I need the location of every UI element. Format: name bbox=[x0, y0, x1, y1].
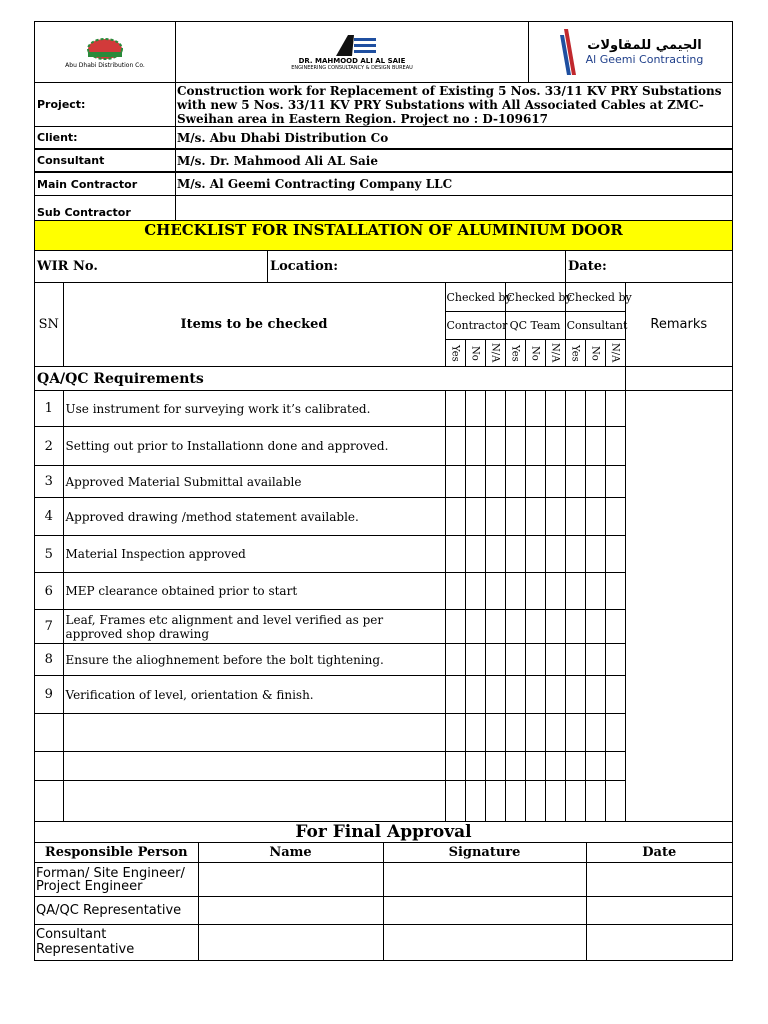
check-cell[interactable] bbox=[605, 573, 625, 610]
check-cell[interactable] bbox=[585, 752, 605, 781]
check-cell[interactable] bbox=[585, 573, 605, 610]
sub-contractor-row bbox=[35, 196, 732, 221]
party-contractor: Contractor bbox=[445, 312, 505, 340]
check-cell[interactable] bbox=[465, 466, 485, 498]
check-cell[interactable] bbox=[505, 610, 525, 644]
checked-by-consultant: Checked by bbox=[565, 283, 625, 312]
check-cell[interactable] bbox=[445, 610, 465, 644]
date-cell[interactable] bbox=[586, 863, 732, 897]
na-header: N/A bbox=[485, 340, 505, 367]
contractor-english-name: Al Geemi Contracting bbox=[585, 53, 704, 66]
consultant-label: Consultant bbox=[35, 150, 176, 171]
check-cell[interactable] bbox=[605, 391, 625, 427]
date-field[interactable]: Date: bbox=[568, 259, 607, 274]
check-cell[interactable] bbox=[545, 573, 565, 610]
check-cell[interactable] bbox=[565, 573, 585, 610]
section-remarks bbox=[625, 367, 732, 391]
check-cell[interactable] bbox=[505, 573, 525, 610]
name-cell[interactable] bbox=[198, 863, 383, 897]
sn-header: SN bbox=[35, 283, 63, 367]
check-cell[interactable] bbox=[445, 781, 465, 822]
addc-emblem-icon bbox=[85, 36, 125, 60]
check-cell[interactable] bbox=[525, 391, 545, 427]
remarks-cell[interactable] bbox=[625, 391, 732, 822]
check-cell[interactable] bbox=[525, 498, 545, 536]
check-cell[interactable] bbox=[445, 427, 465, 466]
check-cell[interactable] bbox=[565, 466, 585, 498]
check-cell[interactable] bbox=[605, 536, 625, 573]
item-sn: 4 bbox=[35, 498, 63, 536]
check-cell[interactable] bbox=[505, 781, 525, 822]
wir-row bbox=[35, 251, 732, 283]
item-sn: 5 bbox=[35, 536, 63, 573]
section-title: QA/QC Requirements bbox=[35, 367, 625, 391]
item-text: MEP clearance obtained prior to start bbox=[63, 573, 445, 610]
check-cell[interactable] bbox=[525, 676, 545, 714]
check-cell[interactable] bbox=[465, 610, 485, 644]
check-cell[interactable] bbox=[565, 498, 585, 536]
no-header: No bbox=[525, 340, 545, 367]
item-sn: 9 bbox=[35, 676, 63, 714]
check-cell[interactable] bbox=[585, 536, 605, 573]
client-label: Client: bbox=[35, 127, 176, 148]
check-cell[interactable] bbox=[505, 391, 525, 427]
project-row bbox=[35, 83, 732, 127]
final-row bbox=[35, 897, 732, 925]
item-sn bbox=[35, 714, 63, 752]
check-cell[interactable] bbox=[605, 781, 625, 822]
item-sn: 2 bbox=[35, 427, 63, 466]
check-cell[interactable] bbox=[525, 752, 545, 781]
check-cell[interactable] bbox=[605, 752, 625, 781]
check-cell[interactable] bbox=[485, 466, 505, 498]
yes-header: Yes bbox=[445, 340, 465, 367]
yes-header: Yes bbox=[505, 340, 525, 367]
na-header: N/A bbox=[545, 340, 565, 367]
item-sn: 3 bbox=[35, 466, 63, 498]
no-header: No bbox=[585, 340, 605, 367]
table-header-row1 bbox=[35, 283, 732, 312]
check-cell[interactable] bbox=[505, 752, 525, 781]
check-cell[interactable] bbox=[525, 781, 545, 822]
check-cell[interactable] bbox=[465, 427, 485, 466]
final-header-row bbox=[35, 843, 732, 863]
check-cell[interactable] bbox=[585, 466, 605, 498]
item-text: Setting out prior to Installationn done and approved. bbox=[63, 427, 445, 466]
party-qc-team: QC Team bbox=[505, 312, 565, 340]
item-text: Verification of level, orientation & finish. bbox=[63, 676, 445, 714]
sub-contractor-label: Sub Contractor bbox=[35, 196, 176, 220]
items-header: Items to be checked bbox=[63, 283, 445, 367]
check-cell[interactable] bbox=[565, 676, 585, 714]
item-sn: 7 bbox=[35, 610, 63, 644]
check-cell[interactable] bbox=[505, 676, 525, 714]
client-row bbox=[35, 127, 732, 150]
check-cell[interactable] bbox=[485, 573, 505, 610]
project-label: Project: bbox=[35, 83, 176, 126]
table-row bbox=[35, 391, 732, 427]
check-cell[interactable] bbox=[585, 676, 605, 714]
check-cell[interactable] bbox=[605, 714, 625, 752]
check-cell[interactable] bbox=[585, 610, 605, 644]
check-cell[interactable] bbox=[485, 610, 505, 644]
logo-header bbox=[35, 22, 732, 83]
check-cell[interactable] bbox=[565, 391, 585, 427]
item-sn: 8 bbox=[35, 644, 63, 676]
item-sn bbox=[35, 752, 63, 781]
check-cell[interactable] bbox=[465, 391, 485, 427]
signature-header: Signature bbox=[383, 843, 586, 863]
check-cell[interactable] bbox=[485, 714, 505, 752]
check-cell[interactable] bbox=[485, 676, 505, 714]
yes-header: Yes bbox=[565, 340, 585, 367]
consultant-value: M/s. Dr. Mahmood Ali AL Saie bbox=[177, 153, 378, 168]
check-cell[interactable] bbox=[545, 427, 565, 466]
check-cell[interactable] bbox=[545, 714, 565, 752]
check-cell[interactable] bbox=[605, 498, 625, 536]
check-cell[interactable] bbox=[525, 714, 545, 752]
check-cell[interactable] bbox=[585, 781, 605, 822]
check-cell[interactable] bbox=[565, 427, 585, 466]
responsible-forman: Forman/ Site Engineer/ Project Engineer bbox=[35, 863, 198, 897]
final-row bbox=[35, 925, 732, 960]
checked-by-contractor: Checked by bbox=[445, 283, 505, 312]
check-cell[interactable] bbox=[605, 644, 625, 676]
wir-no-field[interactable]: WIR No. bbox=[35, 251, 268, 282]
check-cell[interactable] bbox=[545, 536, 565, 573]
check-cell[interactable] bbox=[445, 536, 465, 573]
signature-cell[interactable] bbox=[383, 925, 586, 960]
check-cell[interactable] bbox=[445, 644, 465, 676]
no-header: No bbox=[465, 340, 485, 367]
section-row bbox=[35, 367, 732, 391]
check-cell[interactable] bbox=[605, 427, 625, 466]
check-cell[interactable] bbox=[485, 391, 505, 427]
item-sn: 6 bbox=[35, 573, 63, 610]
check-cell[interactable] bbox=[445, 714, 465, 752]
check-cell[interactable] bbox=[465, 676, 485, 714]
check-cell[interactable] bbox=[445, 752, 465, 781]
check-cell[interactable] bbox=[445, 466, 465, 498]
check-cell[interactable] bbox=[445, 676, 465, 714]
consultant-logo-line1: DR. MAHMOOD ALI AL SAIE bbox=[298, 57, 406, 65]
remarks-header: Remarks bbox=[625, 283, 732, 367]
check-cell[interactable] bbox=[445, 391, 465, 427]
addc-caption: Abu Dhabi Distribution Co. bbox=[65, 61, 145, 69]
contractor-logo bbox=[529, 22, 732, 82]
item-text: Use instrument for surveying work it’s calibrated. bbox=[63, 391, 445, 427]
check-cell[interactable] bbox=[565, 536, 585, 573]
check-cell[interactable] bbox=[565, 781, 585, 822]
check-cell[interactable] bbox=[465, 752, 485, 781]
date-header: Date bbox=[586, 843, 732, 863]
signature-cell[interactable] bbox=[383, 863, 586, 897]
name-cell[interactable] bbox=[198, 925, 383, 960]
check-cell[interactable] bbox=[585, 498, 605, 536]
project-value: Construction work for Replacement of Existing 5 Nos. 33/11 KV PRY Substations with new 5 Nos. 33/11 KV PRY Substations with All Associated Cables at ZMC- Sweihan area in Eastern Region. Project no : D-109617 bbox=[177, 83, 722, 126]
contractor-emblem-icon bbox=[558, 27, 580, 77]
check-cell[interactable] bbox=[465, 714, 485, 752]
check-cell[interactable] bbox=[485, 427, 505, 466]
check-cell[interactable] bbox=[565, 610, 585, 644]
check-cell[interactable] bbox=[485, 644, 505, 676]
check-cell[interactable] bbox=[525, 573, 545, 610]
consultant-emblem-icon bbox=[322, 33, 382, 57]
check-cell[interactable] bbox=[525, 644, 545, 676]
main-contractor-row bbox=[35, 173, 732, 196]
check-cell[interactable] bbox=[505, 498, 525, 536]
consultant-row bbox=[35, 150, 732, 173]
consultant-logo-line2: ENGINEERING CONSULTANCY & DESIGN BUREAU bbox=[291, 65, 413, 71]
check-cell[interactable] bbox=[585, 391, 605, 427]
check-cell[interactable] bbox=[585, 427, 605, 466]
check-cell[interactable] bbox=[605, 466, 625, 498]
check-cell[interactable] bbox=[445, 498, 465, 536]
signature-cell[interactable] bbox=[383, 897, 586, 925]
checklist-sheet bbox=[34, 21, 733, 961]
name-header: Name bbox=[198, 843, 383, 863]
check-cell[interactable] bbox=[525, 610, 545, 644]
check-cell[interactable] bbox=[585, 644, 605, 676]
check-cell[interactable] bbox=[525, 466, 545, 498]
item-text bbox=[63, 714, 445, 752]
responsible-consultant: Consultant Representative bbox=[35, 925, 198, 960]
check-cell[interactable] bbox=[485, 536, 505, 573]
main-contractor-value: M/s. Al Geemi Contracting Company LLC bbox=[177, 177, 453, 191]
check-cell[interactable] bbox=[545, 781, 565, 822]
check-cell[interactable] bbox=[545, 644, 565, 676]
addc-logo bbox=[35, 22, 176, 82]
item-text: Leaf, Frames etc alignment and level verified as per approved shop drawing bbox=[63, 610, 445, 644]
item-sn bbox=[35, 781, 63, 822]
check-cell[interactable] bbox=[605, 676, 625, 714]
check-cell[interactable] bbox=[485, 752, 505, 781]
check-cell[interactable] bbox=[465, 781, 485, 822]
item-text: Material Inspection approved bbox=[63, 536, 445, 573]
checklist-title: CHECKLIST FOR INSTALLATION OF ALUMINIUM DOOR bbox=[35, 221, 732, 251]
item-text: Approved drawing /method statement available. bbox=[63, 498, 445, 536]
item-text bbox=[63, 781, 445, 822]
check-cell[interactable] bbox=[485, 498, 505, 536]
check-cell[interactable] bbox=[485, 781, 505, 822]
checklist-table bbox=[35, 282, 732, 822]
location-field[interactable]: Location: bbox=[268, 251, 566, 282]
final-approval-title: For Final Approval bbox=[35, 821, 732, 843]
check-cell[interactable] bbox=[605, 610, 625, 644]
date-cell[interactable] bbox=[586, 897, 732, 925]
contractor-arabic-name: الجيمي للمقاولات bbox=[587, 38, 702, 53]
check-cell[interactable] bbox=[565, 644, 585, 676]
check-cell[interactable] bbox=[505, 714, 525, 752]
check-cell[interactable] bbox=[465, 573, 485, 610]
main-contractor-label: Main Contractor bbox=[35, 173, 176, 195]
item-rows bbox=[35, 391, 732, 822]
check-cell[interactable] bbox=[545, 610, 565, 644]
responsible-qaqc: QA/QC Representative bbox=[35, 897, 198, 925]
check-cell[interactable] bbox=[505, 536, 525, 573]
check-cell[interactable] bbox=[565, 752, 585, 781]
date-cell[interactable] bbox=[586, 925, 732, 960]
check-cell[interactable] bbox=[505, 427, 525, 466]
client-value: M/s. Abu Dhabi Distribution Co bbox=[177, 130, 389, 145]
check-cell[interactable] bbox=[545, 498, 565, 536]
check-cell[interactable] bbox=[545, 676, 565, 714]
item-text bbox=[63, 752, 445, 781]
check-cell[interactable] bbox=[505, 466, 525, 498]
check-cell[interactable] bbox=[465, 536, 485, 573]
item-text: Approved Material Submittal available bbox=[63, 466, 445, 498]
party-consultant: Consultant bbox=[565, 312, 625, 340]
check-cell[interactable] bbox=[525, 427, 545, 466]
check-cell[interactable] bbox=[525, 536, 545, 573]
check-cell[interactable] bbox=[465, 644, 485, 676]
checked-by-qc: Checked by bbox=[505, 283, 565, 312]
check-cell[interactable] bbox=[545, 466, 565, 498]
final-row bbox=[35, 863, 732, 897]
sub-contractor-value[interactable] bbox=[176, 196, 732, 220]
check-cell[interactable] bbox=[585, 714, 605, 752]
responsible-person-header: Responsible Person bbox=[35, 843, 198, 863]
item-text: Ensure the alioghnement before the bolt tightening. bbox=[63, 644, 445, 676]
check-cell[interactable] bbox=[445, 573, 465, 610]
check-cell[interactable] bbox=[565, 714, 585, 752]
na-header: N/A bbox=[605, 340, 625, 367]
name-cell[interactable] bbox=[198, 897, 383, 925]
check-cell[interactable] bbox=[465, 498, 485, 536]
check-cell[interactable] bbox=[545, 752, 565, 781]
check-cell[interactable] bbox=[505, 644, 525, 676]
final-approval-table bbox=[35, 842, 732, 960]
item-sn: 1 bbox=[35, 391, 63, 427]
check-cell[interactable] bbox=[545, 391, 565, 427]
consultant-logo bbox=[176, 22, 529, 82]
